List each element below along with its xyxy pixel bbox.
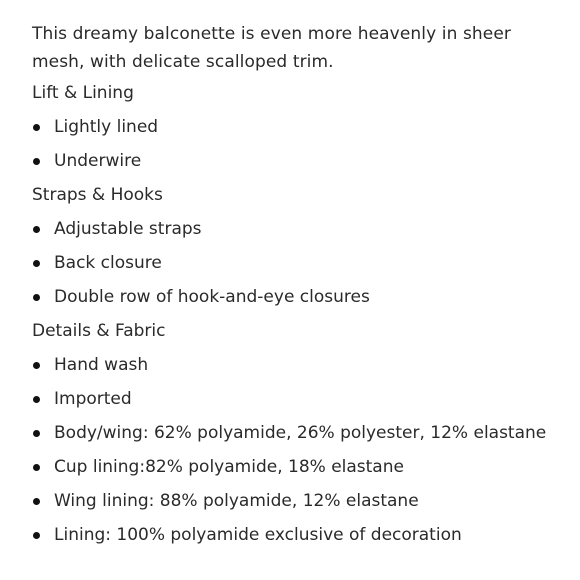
list-item-text: Lining: 100% polyamide exclusive of decoration	[54, 525, 462, 545]
list-item-text: Cup lining:82% polyamide, 18% elastane	[54, 457, 404, 477]
intro-text: This dreamy balconette is even more heavenly in sheer mesh, with delicate scalloped trim.	[32, 24, 512, 72]
product-description	[32, 20, 562, 552]
bullet-icon	[33, 430, 40, 437]
section-heading-details-fabric: Details & Fabric	[32, 321, 166, 341]
bullet-icon	[33, 124, 40, 131]
bullet-icon	[33, 226, 40, 233]
list-lift-lining	[32, 110, 562, 178]
bullet-icon	[33, 294, 40, 301]
list-item-text: Back closure	[54, 253, 162, 273]
list-item-text: Lightly lined	[54, 117, 159, 137]
list-item-text: Adjustable straps	[54, 219, 202, 239]
list-item-text: Hand wash	[54, 355, 149, 375]
list-item-text: Wing lining: 88% polyamide, 12% elastane	[54, 491, 419, 511]
bullet-icon	[33, 498, 40, 505]
bullet-icon	[33, 464, 40, 471]
list-item	[32, 212, 562, 246]
list-item	[32, 484, 562, 518]
list-item	[32, 348, 562, 382]
list-item-text: Double row of hook-and-eye closures	[54, 287, 370, 307]
list-item	[32, 518, 562, 552]
bullet-icon	[33, 396, 40, 403]
list-item	[32, 382, 562, 416]
list-item-text: Imported	[54, 389, 132, 409]
list-item	[32, 450, 562, 484]
section-heading-straps-hooks: Straps & Hooks	[32, 185, 163, 205]
list-details-fabric	[32, 348, 562, 552]
bullet-icon	[33, 532, 40, 539]
list-item-text: Underwire	[54, 151, 142, 171]
list-item	[32, 416, 562, 450]
section-heading-lift-lining: Lift & Lining	[32, 83, 134, 103]
list-item-text: Body/wing: 62% polyamide, 26% polyester, 12% elastane	[54, 423, 547, 443]
list-item	[32, 144, 562, 178]
bullet-icon	[33, 362, 40, 369]
list-straps-hooks	[32, 212, 562, 314]
bullet-icon	[33, 260, 40, 267]
list-item	[32, 110, 562, 144]
list-item	[32, 280, 562, 314]
list-item	[32, 246, 562, 280]
bullet-icon	[33, 158, 40, 165]
